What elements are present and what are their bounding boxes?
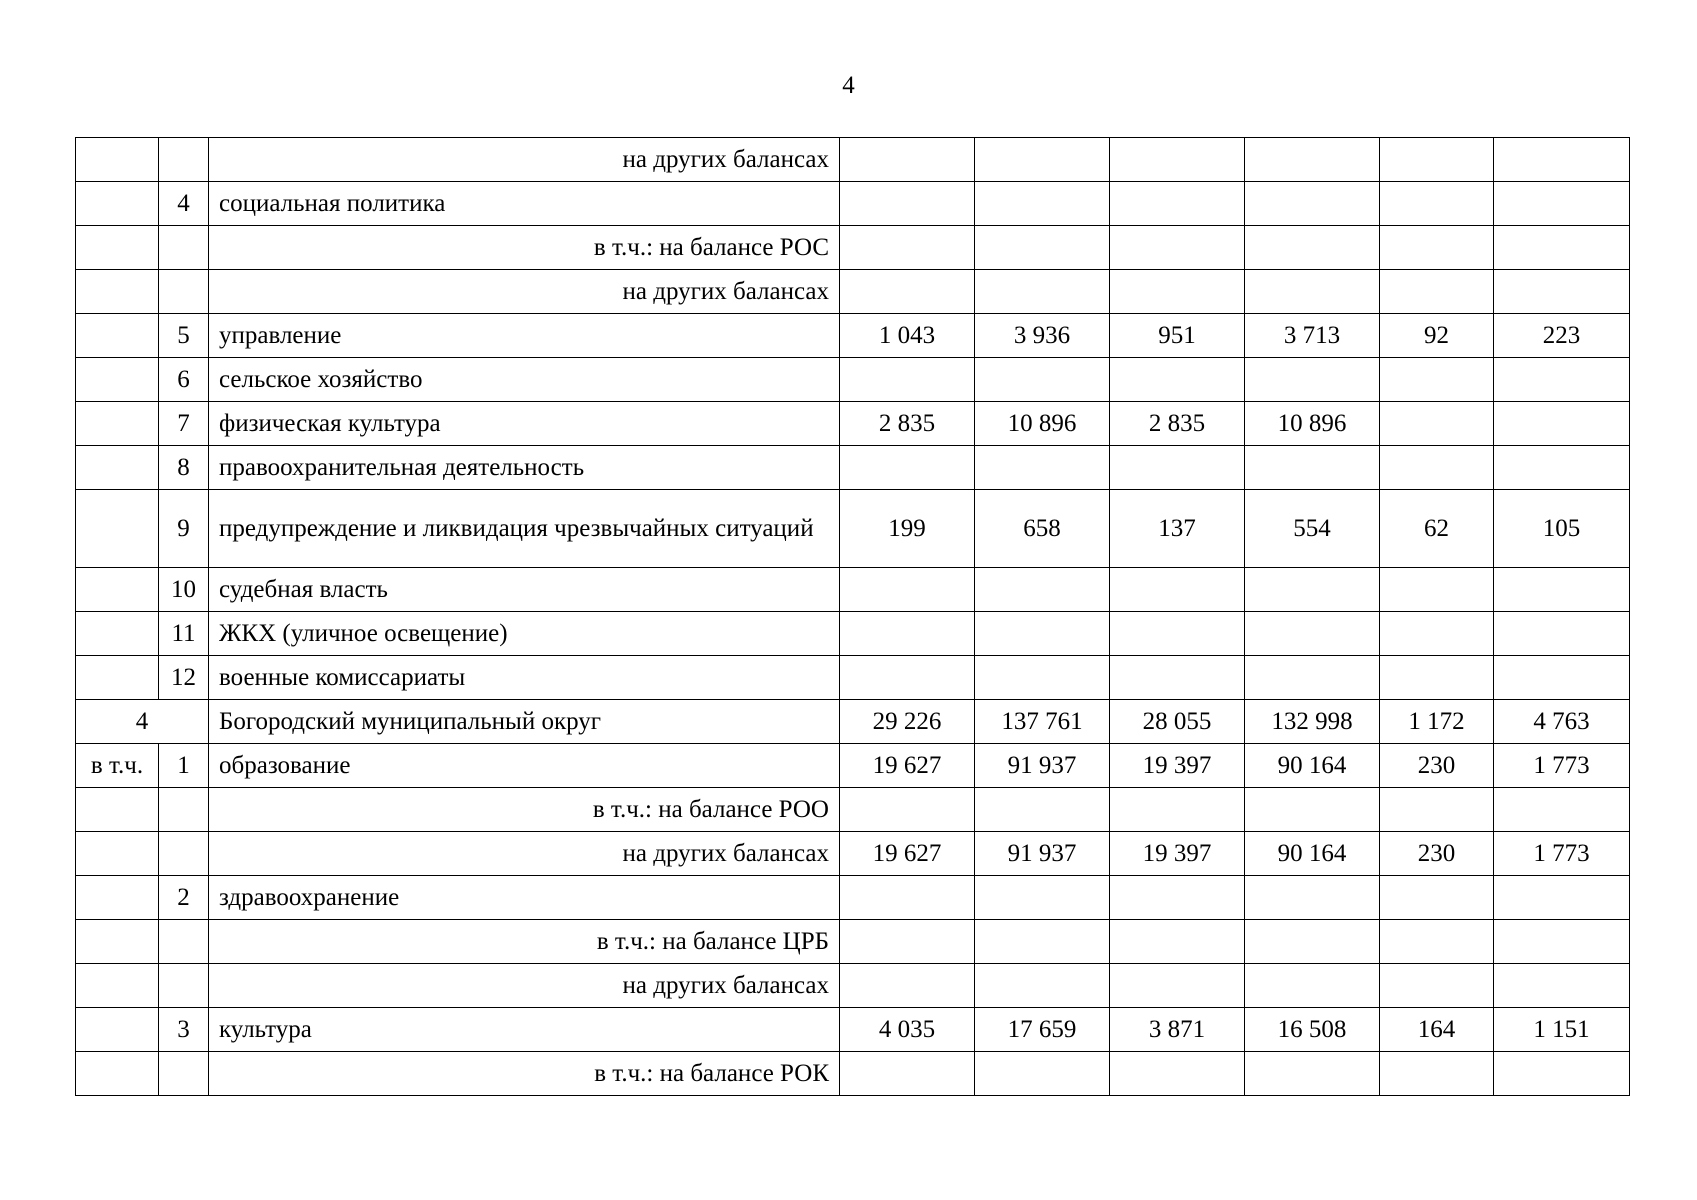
value-cell-4: 132 998 xyxy=(1245,700,1380,744)
item-name-cell: на других балансах xyxy=(209,832,840,876)
item-number-cell: 7 xyxy=(159,402,209,446)
table-body xyxy=(76,138,1630,1096)
item-number-cell xyxy=(159,788,209,832)
item-number-cell: 3 xyxy=(159,1008,209,1052)
group-cell xyxy=(76,490,159,568)
group-cell xyxy=(76,612,159,656)
value-cell-4 xyxy=(1245,182,1380,226)
item-number-cell: 4 xyxy=(159,182,209,226)
item-number-cell: 2 xyxy=(159,876,209,920)
value-cell-3 xyxy=(1110,612,1245,656)
value-cell-1: 2 835 xyxy=(840,402,975,446)
value-cell-6: 1 773 xyxy=(1494,744,1630,788)
value-cell-5 xyxy=(1380,568,1494,612)
value-cell-1 xyxy=(840,876,975,920)
group-cell xyxy=(76,920,159,964)
value-cell-2 xyxy=(975,920,1110,964)
value-cell-3 xyxy=(1110,656,1245,700)
value-cell-3: 19 397 xyxy=(1110,832,1245,876)
value-cell-3: 19 397 xyxy=(1110,744,1245,788)
value-cell-6 xyxy=(1494,612,1630,656)
table-row xyxy=(76,138,1630,182)
value-cell-6 xyxy=(1494,964,1630,1008)
value-cell-2 xyxy=(975,182,1110,226)
value-cell-1: 19 627 xyxy=(840,744,975,788)
value-cell-6 xyxy=(1494,270,1630,314)
item-number-cell: 9 xyxy=(159,490,209,568)
value-cell-1 xyxy=(840,138,975,182)
value-cell-6 xyxy=(1494,138,1630,182)
group-cell xyxy=(76,656,159,700)
table-row xyxy=(76,402,1630,446)
value-cell-4 xyxy=(1245,568,1380,612)
budget-table xyxy=(75,137,1630,1096)
value-cell-6 xyxy=(1494,182,1630,226)
page-number: 4 xyxy=(842,72,855,99)
item-number-cell: 8 xyxy=(159,446,209,490)
value-cell-5: 230 xyxy=(1380,744,1494,788)
item-number-cell xyxy=(159,226,209,270)
item-name-cell: в т.ч.: на балансе РОО xyxy=(209,788,840,832)
value-cell-3 xyxy=(1110,182,1245,226)
group-cell xyxy=(76,964,159,1008)
value-cell-3 xyxy=(1110,876,1245,920)
value-cell-5: 1 172 xyxy=(1380,700,1494,744)
item-name-cell: в т.ч.: на балансе РОК xyxy=(209,1052,840,1096)
group-cell: в т.ч. xyxy=(76,744,159,788)
value-cell-4: 90 164 xyxy=(1245,832,1380,876)
group-cell xyxy=(76,138,159,182)
value-cell-5 xyxy=(1380,788,1494,832)
value-cell-2 xyxy=(975,568,1110,612)
value-cell-1: 4 035 xyxy=(840,1008,975,1052)
group-cell xyxy=(76,1008,159,1052)
value-cell-1: 29 226 xyxy=(840,700,975,744)
table-row xyxy=(76,964,1630,1008)
group-cell xyxy=(76,402,159,446)
value-cell-5 xyxy=(1380,656,1494,700)
item-number-cell: 10 xyxy=(159,568,209,612)
table-row xyxy=(76,314,1630,358)
value-cell-3 xyxy=(1110,226,1245,270)
value-cell-1 xyxy=(840,920,975,964)
value-cell-3 xyxy=(1110,788,1245,832)
table-row xyxy=(76,656,1630,700)
value-cell-4 xyxy=(1245,612,1380,656)
value-cell-6 xyxy=(1494,402,1630,446)
value-cell-3 xyxy=(1110,358,1245,402)
value-cell-4 xyxy=(1245,446,1380,490)
item-number-cell xyxy=(159,1052,209,1096)
value-cell-4 xyxy=(1245,1052,1380,1096)
value-cell-2: 658 xyxy=(975,490,1110,568)
group-cell xyxy=(76,226,159,270)
value-cell-5: 62 xyxy=(1380,490,1494,568)
value-cell-2: 91 937 xyxy=(975,832,1110,876)
value-cell-6: 1 773 xyxy=(1494,832,1630,876)
value-cell-3 xyxy=(1110,920,1245,964)
item-name-cell: сельское хозяйство xyxy=(209,358,840,402)
item-name-cell: образование xyxy=(209,744,840,788)
value-cell-1 xyxy=(840,446,975,490)
value-cell-1 xyxy=(840,358,975,402)
table-row xyxy=(76,358,1630,402)
value-cell-6 xyxy=(1494,446,1630,490)
table-row xyxy=(76,182,1630,226)
item-name-cell: ЖКХ (уличное освещение) xyxy=(209,612,840,656)
value-cell-5 xyxy=(1380,1052,1494,1096)
group-cell xyxy=(76,832,159,876)
value-cell-4 xyxy=(1245,920,1380,964)
value-cell-6: 223 xyxy=(1494,314,1630,358)
table-row xyxy=(76,270,1630,314)
value-cell-1 xyxy=(840,1052,975,1096)
item-number-cell: 5 xyxy=(159,314,209,358)
value-cell-5 xyxy=(1380,612,1494,656)
value-cell-4 xyxy=(1245,138,1380,182)
value-cell-4 xyxy=(1245,656,1380,700)
group-cell xyxy=(76,270,159,314)
value-cell-3 xyxy=(1110,1052,1245,1096)
value-cell-2 xyxy=(975,788,1110,832)
table-row xyxy=(76,446,1630,490)
table-row xyxy=(76,612,1630,656)
item-name-cell: судебная власть xyxy=(209,568,840,612)
value-cell-2: 91 937 xyxy=(975,744,1110,788)
value-cell-2 xyxy=(975,876,1110,920)
value-cell-2 xyxy=(975,358,1110,402)
value-cell-5 xyxy=(1380,402,1494,446)
value-cell-5 xyxy=(1380,182,1494,226)
value-cell-4 xyxy=(1245,270,1380,314)
item-name-cell: культура xyxy=(209,1008,840,1052)
item-number-cell xyxy=(159,964,209,1008)
item-name-cell: на других балансах xyxy=(209,138,840,182)
value-cell-1 xyxy=(840,788,975,832)
value-cell-2 xyxy=(975,612,1110,656)
value-cell-6 xyxy=(1494,568,1630,612)
item-name-cell: на других балансах xyxy=(209,270,840,314)
value-cell-1 xyxy=(840,612,975,656)
value-cell-2: 17 659 xyxy=(975,1008,1110,1052)
value-cell-6 xyxy=(1494,226,1630,270)
table-row xyxy=(76,788,1630,832)
item-name-cell: предупреждение и ликвидация чрезвычайных ситуаций xyxy=(209,490,840,568)
value-cell-5 xyxy=(1380,226,1494,270)
value-cell-3: 28 055 xyxy=(1110,700,1245,744)
item-name-cell: управление xyxy=(209,314,840,358)
value-cell-5 xyxy=(1380,446,1494,490)
section-number-cell: 4 xyxy=(76,700,209,744)
value-cell-5 xyxy=(1380,964,1494,1008)
value-cell-1 xyxy=(840,568,975,612)
value-cell-4: 16 508 xyxy=(1245,1008,1380,1052)
item-name-cell: на других балансах xyxy=(209,964,840,1008)
table-row xyxy=(76,700,1630,744)
value-cell-1 xyxy=(840,656,975,700)
item-number-cell: 6 xyxy=(159,358,209,402)
value-cell-2: 10 896 xyxy=(975,402,1110,446)
value-cell-6: 1 151 xyxy=(1494,1008,1630,1052)
table-row xyxy=(76,1052,1630,1096)
group-cell xyxy=(76,314,159,358)
item-name-cell: социальная политика xyxy=(209,182,840,226)
value-cell-3 xyxy=(1110,138,1245,182)
value-cell-6 xyxy=(1494,656,1630,700)
item-number-cell: 12 xyxy=(159,656,209,700)
value-cell-3 xyxy=(1110,270,1245,314)
item-name-cell: здравоохранение xyxy=(209,876,840,920)
group-cell xyxy=(76,568,159,612)
value-cell-1 xyxy=(840,964,975,1008)
value-cell-5 xyxy=(1380,920,1494,964)
value-cell-6 xyxy=(1494,1052,1630,1096)
value-cell-5 xyxy=(1380,138,1494,182)
value-cell-2 xyxy=(975,1052,1110,1096)
table-row xyxy=(76,568,1630,612)
value-cell-5 xyxy=(1380,358,1494,402)
table-row xyxy=(76,920,1630,964)
group-cell xyxy=(76,788,159,832)
item-name-cell: правоохранительная деятельность xyxy=(209,446,840,490)
value-cell-5: 164 xyxy=(1380,1008,1494,1052)
value-cell-6 xyxy=(1494,358,1630,402)
value-cell-1: 19 627 xyxy=(840,832,975,876)
value-cell-3: 137 xyxy=(1110,490,1245,568)
value-cell-1 xyxy=(840,270,975,314)
group-cell xyxy=(76,358,159,402)
value-cell-1: 1 043 xyxy=(840,314,975,358)
item-number-cell xyxy=(159,138,209,182)
item-number-cell: 1 xyxy=(159,744,209,788)
value-cell-3: 2 835 xyxy=(1110,402,1245,446)
value-cell-1 xyxy=(840,182,975,226)
item-name-cell: Богородский муниципальный округ xyxy=(209,700,840,744)
item-number-cell xyxy=(159,270,209,314)
value-cell-6 xyxy=(1494,788,1630,832)
item-name-cell: военные комиссариаты xyxy=(209,656,840,700)
group-cell xyxy=(76,182,159,226)
item-number-cell xyxy=(159,832,209,876)
value-cell-2 xyxy=(975,446,1110,490)
value-cell-3: 3 871 xyxy=(1110,1008,1245,1052)
value-cell-2: 3 936 xyxy=(975,314,1110,358)
item-number-cell xyxy=(159,920,209,964)
value-cell-3: 951 xyxy=(1110,314,1245,358)
value-cell-4: 10 896 xyxy=(1245,402,1380,446)
group-cell xyxy=(76,1052,159,1096)
table-row xyxy=(76,832,1630,876)
item-name-cell: в т.ч.: на балансе РОС xyxy=(209,226,840,270)
value-cell-5 xyxy=(1380,876,1494,920)
value-cell-1: 199 xyxy=(840,490,975,568)
value-cell-4: 90 164 xyxy=(1245,744,1380,788)
value-cell-5: 92 xyxy=(1380,314,1494,358)
table-row xyxy=(76,876,1630,920)
value-cell-6 xyxy=(1494,920,1630,964)
group-cell xyxy=(76,876,159,920)
value-cell-4 xyxy=(1245,358,1380,402)
value-cell-3 xyxy=(1110,446,1245,490)
value-cell-4: 3 713 xyxy=(1245,314,1380,358)
value-cell-2 xyxy=(975,964,1110,1008)
value-cell-1 xyxy=(840,226,975,270)
item-name-cell: физическая культура xyxy=(209,402,840,446)
value-cell-6: 4 763 xyxy=(1494,700,1630,744)
value-cell-4 xyxy=(1245,788,1380,832)
value-cell-2: 137 761 xyxy=(975,700,1110,744)
item-name-cell: в т.ч.: на балансе ЦРБ xyxy=(209,920,840,964)
value-cell-6 xyxy=(1494,876,1630,920)
value-cell-4 xyxy=(1245,964,1380,1008)
value-cell-5 xyxy=(1380,270,1494,314)
value-cell-2 xyxy=(975,270,1110,314)
value-cell-4 xyxy=(1245,876,1380,920)
table-row xyxy=(76,1008,1630,1052)
value-cell-4: 554 xyxy=(1245,490,1380,568)
value-cell-6: 105 xyxy=(1494,490,1630,568)
value-cell-2 xyxy=(975,226,1110,270)
value-cell-4 xyxy=(1245,226,1380,270)
value-cell-3 xyxy=(1110,964,1245,1008)
item-number-cell: 11 xyxy=(159,612,209,656)
value-cell-2 xyxy=(975,138,1110,182)
value-cell-3 xyxy=(1110,568,1245,612)
table-row xyxy=(76,226,1630,270)
table-row xyxy=(76,490,1630,568)
value-cell-2 xyxy=(975,656,1110,700)
value-cell-5: 230 xyxy=(1380,832,1494,876)
group-cell xyxy=(76,446,159,490)
table-row xyxy=(76,744,1630,788)
